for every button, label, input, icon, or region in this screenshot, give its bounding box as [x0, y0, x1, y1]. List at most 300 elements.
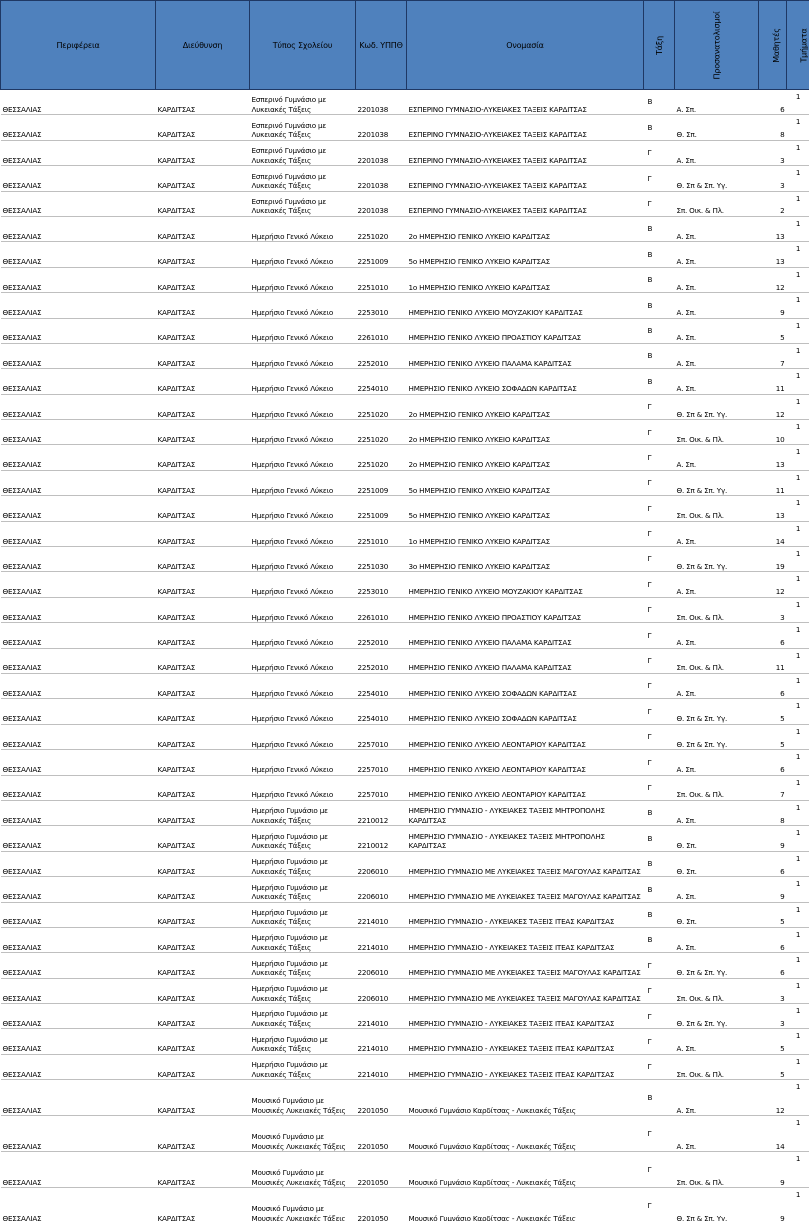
cell-name[interactable]: ΗΜΕΡΗΣΙΟ ΓΕΝΙΚΟ ΛΥΚΕΙΟ ΠΑΛΑΜΑ ΚΑΡΔΙΤΣΑΣ	[407, 343, 644, 368]
cell-name[interactable]: ΗΜΕΡΗΣΙΟ ΓΕΝΙΚΟ ΛΥΚΕΙΟ ΠΑΛΑΜΑ ΚΑΡΔΙΤΣΑΣ	[407, 623, 644, 648]
cell-orientation[interactable]: Θ. Σπ & Σπ. Υγ.	[675, 547, 759, 572]
cell-sections[interactable]: 1	[787, 293, 809, 318]
cell-students[interactable]: 6	[759, 673, 787, 698]
cell-sections[interactable]: 1	[787, 851, 809, 876]
cell-school-type[interactable]: Εσπερινό Γυμνάσιο με Λυκειακές Τάξεις	[250, 90, 356, 115]
cell-directorate[interactable]: ΚΑΡΔΙΤΣΑΣ	[156, 902, 250, 927]
cell-directorate[interactable]: ΚΑΡΔΙΤΣΑΣ	[156, 851, 250, 876]
cell-directorate[interactable]: ΚΑΡΔΙΤΣΑΣ	[156, 953, 250, 978]
cell-region[interactable]: ΘΕΣΣΑΛΙΑΣ	[1, 1080, 156, 1116]
cell-sections[interactable]: 1	[787, 724, 809, 749]
cell-school-type[interactable]: Ημερήσιο Γενικό Λύκειο	[250, 267, 356, 292]
cell-orientation[interactable]: Α. Σπ.	[675, 1029, 759, 1054]
cell-region[interactable]: ΘΕΣΣΑΛΙΑΣ	[1, 115, 156, 140]
cell-code[interactable]: 2201038	[356, 140, 407, 165]
cell-code[interactable]: 2214010	[356, 1029, 407, 1054]
cell-region[interactable]: ΘΕΣΣΑΛΙΑΣ	[1, 978, 156, 1003]
cell-orientation[interactable]: Σπ. Οικ. & Πλ.	[675, 978, 759, 1003]
cell-students[interactable]: 7	[759, 343, 787, 368]
cell-orientation[interactable]: Α. Σπ.	[675, 369, 759, 394]
cell-directorate[interactable]: ΚΑΡΔΙΤΣΑΣ	[156, 877, 250, 902]
cell-directorate[interactable]: ΚΑΡΔΙΤΣΑΣ	[156, 1004, 250, 1029]
cell-school-type[interactable]: Ημερήσιο Γυμνάσιο με Λυκειακές Τάξεις	[250, 877, 356, 902]
cell-directorate[interactable]: ΚΑΡΔΙΤΣΑΣ	[156, 216, 250, 241]
cell-sections[interactable]: 1	[787, 877, 809, 902]
cell-orientation[interactable]: Α. Σπ.	[675, 293, 759, 318]
cell-class[interactable]: Β	[644, 216, 675, 241]
cell-directorate[interactable]: ΚΑΡΔΙΤΣΑΣ	[156, 267, 250, 292]
cell-region[interactable]: ΘΕΣΣΑΛΙΑΣ	[1, 1152, 156, 1188]
cell-code[interactable]: 2201050	[356, 1152, 407, 1188]
cell-orientation[interactable]: Α. Σπ.	[675, 800, 759, 825]
header-code[interactable]: Κωδ. ΥΠΠΘ	[356, 1, 407, 90]
cell-class[interactable]: Γ	[644, 673, 675, 698]
cell-orientation[interactable]: Θ. Σπ & Σπ. Υγ.	[675, 1004, 759, 1029]
cell-orientation[interactable]: Σπ. Οικ. & Πλ.	[675, 1054, 759, 1079]
header-school-type[interactable]: Τύπος Σχολείου	[250, 1, 356, 90]
cell-orientation[interactable]: Α. Σπ.	[675, 445, 759, 470]
cell-code[interactable]: 2251020	[356, 394, 407, 419]
cell-orientation[interactable]: Α. Σπ.	[675, 140, 759, 165]
cell-region[interactable]: ΘΕΣΣΑΛΙΑΣ	[1, 699, 156, 724]
cell-class[interactable]: Γ	[644, 496, 675, 521]
cell-name[interactable]: 1ο ΗΜΕΡΗΣΙΟ ΓΕΝΙΚΟ ΛΥΚΕΙΟ ΚΑΡΔΙΤΣΑΣ	[407, 521, 644, 546]
cell-school-type[interactable]: Εσπερινό Γυμνάσιο με Λυκειακές Τάξεις	[250, 140, 356, 165]
cell-school-type[interactable]: Ημερήσιο Γενικό Λύκειο	[250, 470, 356, 495]
cell-class[interactable]: Γ	[644, 1029, 675, 1054]
cell-orientation[interactable]: Α. Σπ.	[675, 343, 759, 368]
cell-sections[interactable]: 1	[787, 826, 809, 851]
cell-class[interactable]: Β	[644, 851, 675, 876]
cell-directorate[interactable]: ΚΑΡΔΙΤΣΑΣ	[156, 673, 250, 698]
cell-students[interactable]: 9	[759, 826, 787, 851]
cell-school-type[interactable]: Ημερήσιο Γενικό Λύκειο	[250, 547, 356, 572]
cell-directorate[interactable]: ΚΑΡΔΙΤΣΑΣ	[156, 1188, 250, 1221]
cell-school-type[interactable]: Ημερήσιο Γυμνάσιο με Λυκειακές Τάξεις	[250, 851, 356, 876]
cell-name[interactable]: 5ο ΗΜΕΡΗΣΙΟ ΓΕΝΙΚΟ ΛΥΚΕΙΟ ΚΑΡΔΙΤΣΑΣ	[407, 470, 644, 495]
cell-code[interactable]: 2252010	[356, 623, 407, 648]
cell-directorate[interactable]: ΚΑΡΔΙΤΣΑΣ	[156, 572, 250, 597]
cell-sections[interactable]: 1	[787, 547, 809, 572]
cell-students[interactable]: 9	[759, 293, 787, 318]
cell-sections[interactable]: 1	[787, 216, 809, 241]
cell-region[interactable]: ΘΕΣΣΑΛΙΑΣ	[1, 724, 156, 749]
cell-orientation[interactable]: Θ. Σπ & Σπ. Υγ.	[675, 699, 759, 724]
cell-orientation[interactable]: Α. Σπ.	[675, 1116, 759, 1152]
cell-name[interactable]: 2ο ΗΜΕΡΗΣΙΟ ΓΕΝΙΚΟ ΛΥΚΕΙΟ ΚΑΡΔΙΤΣΑΣ	[407, 445, 644, 470]
cell-region[interactable]: ΘΕΣΣΑΛΙΑΣ	[1, 242, 156, 267]
cell-directorate[interactable]: ΚΑΡΔΙΤΣΑΣ	[156, 1116, 250, 1152]
cell-class[interactable]: Γ	[644, 572, 675, 597]
cell-orientation[interactable]: Α. Σπ.	[675, 1080, 759, 1116]
cell-directorate[interactable]: ΚΑΡΔΙΤΣΑΣ	[156, 470, 250, 495]
header-region[interactable]: Περιφέρεια	[1, 1, 156, 90]
cell-sections[interactable]: 1	[787, 166, 809, 191]
cell-code[interactable]: 2257010	[356, 775, 407, 800]
header-sections[interactable]: Τμήματα	[787, 1, 809, 90]
cell-region[interactable]: ΘΕΣΣΑΛΙΑΣ	[1, 953, 156, 978]
cell-students[interactable]: 3	[759, 597, 787, 622]
cell-class[interactable]: Β	[644, 369, 675, 394]
cell-school-type[interactable]: Ημερήσιο Γυμνάσιο με Λυκειακές Τάξεις	[250, 1004, 356, 1029]
cell-code[interactable]: 2254010	[356, 369, 407, 394]
cell-sections[interactable]: 1	[787, 242, 809, 267]
cell-students[interactable]: 13	[759, 496, 787, 521]
cell-class[interactable]: Β	[644, 927, 675, 952]
cell-sections[interactable]: 1	[787, 927, 809, 952]
cell-class[interactable]: Γ	[644, 750, 675, 775]
cell-code[interactable]: 2201050	[356, 1188, 407, 1221]
cell-name[interactable]: 1ο ΗΜΕΡΗΣΙΟ ΓΕΝΙΚΟ ΛΥΚΕΙΟ ΚΑΡΔΙΤΣΑΣ	[407, 267, 644, 292]
cell-school-type[interactable]: Ημερήσιο Γενικό Λύκειο	[250, 775, 356, 800]
cell-students[interactable]: 19	[759, 547, 787, 572]
cell-directorate[interactable]: ΚΑΡΔΙΤΣΑΣ	[156, 800, 250, 825]
cell-school-type[interactable]: Ημερήσιο Γυμνάσιο με Λυκειακές Τάξεις	[250, 800, 356, 825]
cell-school-type[interactable]: Μουσικό Γυμνάσιο με Μουσικές Λυκειακές Τάξεις	[250, 1080, 356, 1116]
cell-directorate[interactable]: ΚΑΡΔΙΤΣΑΣ	[156, 445, 250, 470]
cell-school-type[interactable]: Ημερήσιο Γενικό Λύκειο	[250, 445, 356, 470]
cell-students[interactable]: 14	[759, 521, 787, 546]
cell-class[interactable]: Γ	[644, 445, 675, 470]
cell-orientation[interactable]: Θ. Σπ.	[675, 851, 759, 876]
cell-code[interactable]: 2253010	[356, 572, 407, 597]
cell-class[interactable]: Γ	[644, 191, 675, 216]
cell-code[interactable]: 2251030	[356, 547, 407, 572]
cell-class[interactable]: Γ	[644, 978, 675, 1003]
cell-orientation[interactable]: Α. Σπ.	[675, 216, 759, 241]
cell-students[interactable]: 12	[759, 267, 787, 292]
cell-class[interactable]: Γ	[644, 597, 675, 622]
cell-school-type[interactable]: Ημερήσιο Γενικό Λύκειο	[250, 496, 356, 521]
cell-sections[interactable]: 1	[787, 978, 809, 1003]
cell-name[interactable]: ΗΜΕΡΗΣΙΟ ΓΕΝΙΚΟ ΛΥΚΕΙΟ ΜΟΥΖΑΚΙΟΥ ΚΑΡΔΙΤΣΑΣ	[407, 293, 644, 318]
cell-class[interactable]: Γ	[644, 1116, 675, 1152]
cell-class[interactable]: Γ	[644, 470, 675, 495]
cell-sections[interactable]: 1	[787, 369, 809, 394]
cell-class[interactable]: Γ	[644, 521, 675, 546]
cell-region[interactable]: ΘΕΣΣΑΛΙΑΣ	[1, 445, 156, 470]
cell-region[interactable]: ΘΕΣΣΑΛΙΑΣ	[1, 851, 156, 876]
cell-orientation[interactable]: Σπ. Οικ. & Πλ.	[675, 496, 759, 521]
cell-students[interactable]: 13	[759, 242, 787, 267]
cell-orientation[interactable]: Θ. Σπ & Σπ. Υγ.	[675, 1188, 759, 1221]
cell-class[interactable]: Γ	[644, 420, 675, 445]
cell-sections[interactable]: 1	[787, 1152, 809, 1188]
cell-name[interactable]: ΗΜΕΡΗΣΙΟ ΓΕΝΙΚΟ ΛΥΚΕΙΟ ΜΟΥΖΑΚΙΟΥ ΚΑΡΔΙΤΣΑΣ	[407, 572, 644, 597]
cell-code[interactable]: 2257010	[356, 724, 407, 749]
cell-name[interactable]: ΗΜΕΡΗΣΙΟ ΓΕΝΙΚΟ ΛΥΚΕΙΟ ΣΟΦΑΔΩΝ ΚΑΡΔΙΤΣΑΣ	[407, 673, 644, 698]
cell-directorate[interactable]: ΚΑΡΔΙΤΣΑΣ	[156, 115, 250, 140]
cell-school-type[interactable]: Ημερήσιο Γυμνάσιο με Λυκειακές Τάξεις	[250, 1054, 356, 1079]
cell-students[interactable]: 5	[759, 699, 787, 724]
cell-region[interactable]: ΘΕΣΣΑΛΙΑΣ	[1, 1029, 156, 1054]
cell-students[interactable]: 3	[759, 140, 787, 165]
cell-orientation[interactable]: Σπ. Οικ. & Πλ.	[675, 648, 759, 673]
cell-school-type[interactable]: Ημερήσιο Γενικό Λύκειο	[250, 521, 356, 546]
cell-class[interactable]: Γ	[644, 166, 675, 191]
cell-orientation[interactable]: Α. Σπ.	[675, 673, 759, 698]
cell-region[interactable]: ΘΕΣΣΑΛΙΑΣ	[1, 877, 156, 902]
cell-students[interactable]: 11	[759, 648, 787, 673]
cell-sections[interactable]: 1	[787, 521, 809, 546]
cell-school-type[interactable]: Ημερήσιο Γενικό Λύκειο	[250, 724, 356, 749]
cell-class[interactable]: Γ	[644, 140, 675, 165]
header-students[interactable]: Μαθητές	[759, 1, 787, 90]
cell-sections[interactable]: 1	[787, 420, 809, 445]
cell-students[interactable]: 11	[759, 470, 787, 495]
cell-region[interactable]: ΘΕΣΣΑΛΙΑΣ	[1, 902, 156, 927]
cell-school-type[interactable]: Ημερήσιο Γενικό Λύκειο	[250, 648, 356, 673]
cell-sections[interactable]: 1	[787, 648, 809, 673]
cell-students[interactable]: 8	[759, 115, 787, 140]
cell-directorate[interactable]: ΚΑΡΔΙΤΣΑΣ	[156, 420, 250, 445]
cell-orientation[interactable]: Σπ. Οικ. & Πλ.	[675, 420, 759, 445]
cell-code[interactable]: 2210012	[356, 800, 407, 825]
cell-directorate[interactable]: ΚΑΡΔΙΤΣΑΣ	[156, 191, 250, 216]
cell-students[interactable]: 9	[759, 1188, 787, 1221]
cell-directorate[interactable]: ΚΑΡΔΙΤΣΑΣ	[156, 648, 250, 673]
cell-students[interactable]: 14	[759, 1116, 787, 1152]
cell-orientation[interactable]: Θ. Σπ & Σπ. Υγ.	[675, 953, 759, 978]
cell-students[interactable]: 5	[759, 318, 787, 343]
cell-directorate[interactable]: ΚΑΡΔΙΤΣΑΣ	[156, 547, 250, 572]
cell-region[interactable]: ΘΕΣΣΑΛΙΑΣ	[1, 191, 156, 216]
cell-directorate[interactable]: ΚΑΡΔΙΤΣΑΣ	[156, 242, 250, 267]
cell-orientation[interactable]: Α. Σπ.	[675, 267, 759, 292]
cell-orientation[interactable]: Θ. Σπ & Σπ. Υγ.	[675, 724, 759, 749]
cell-directorate[interactable]: ΚΑΡΔΙΤΣΑΣ	[156, 369, 250, 394]
cell-code[interactable]: 2251009	[356, 496, 407, 521]
cell-code[interactable]: 2206010	[356, 978, 407, 1003]
cell-region[interactable]: ΘΕΣΣΑΛΙΑΣ	[1, 470, 156, 495]
cell-sections[interactable]: 1	[787, 267, 809, 292]
cell-school-type[interactable]: Ημερήσιο Γενικό Λύκειο	[250, 673, 356, 698]
cell-sections[interactable]: 1	[787, 953, 809, 978]
cell-name[interactable]: ΗΜΕΡΗΣΙΟ ΓΕΝΙΚΟ ΛΥΚΕΙΟ ΠΡΟΑΣΤΙΟΥ ΚΑΡΔΙΤΣΑΣ	[407, 597, 644, 622]
cell-name[interactable]: ΕΣΠΕΡΙΝΟ ΓΥΜΝΑΣΙΟ-ΛΥΚΕΙΑΚΕΣ ΤΑΞΕΙΣ ΚΑΡΔΙΤΣΑΣ	[407, 140, 644, 165]
cell-students[interactable]: 9	[759, 877, 787, 902]
cell-orientation[interactable]: Α. Σπ.	[675, 877, 759, 902]
cell-name[interactable]: Μουσικό Γυμνάσιο Καρδίτσας - Λυκειακές Τάξεις	[407, 1116, 644, 1152]
cell-directorate[interactable]: ΚΑΡΔΙΤΣΑΣ	[156, 318, 250, 343]
cell-class[interactable]: Γ	[644, 1004, 675, 1029]
cell-code[interactable]: 2201050	[356, 1080, 407, 1116]
cell-sections[interactable]: 1	[787, 800, 809, 825]
cell-students[interactable]: 3	[759, 166, 787, 191]
cell-name[interactable]: Μουσικό Γυμνάσιο Καρδίτσας - Λυκειακές Τάξεις	[407, 1080, 644, 1116]
cell-name[interactable]: ΕΣΠΕΡΙΝΟ ΓΥΜΝΑΣΙΟ-ΛΥΚΕΙΑΚΕΣ ΤΑΞΕΙΣ ΚΑΡΔΙΤΣΑΣ	[407, 115, 644, 140]
cell-class[interactable]: Γ	[644, 1054, 675, 1079]
cell-code[interactable]: 2214010	[356, 1054, 407, 1079]
cell-class[interactable]: Β	[644, 242, 675, 267]
cell-students[interactable]: 11	[759, 369, 787, 394]
cell-orientation[interactable]: Σπ. Οικ. & Πλ.	[675, 191, 759, 216]
cell-sections[interactable]: 1	[787, 191, 809, 216]
cell-students[interactable]: 5	[759, 724, 787, 749]
cell-region[interactable]: ΘΕΣΣΑΛΙΑΣ	[1, 420, 156, 445]
cell-school-type[interactable]: Ημερήσιο Γενικό Λύκειο	[250, 242, 356, 267]
cell-directorate[interactable]: ΚΑΡΔΙΤΣΑΣ	[156, 90, 250, 115]
cell-directorate[interactable]: ΚΑΡΔΙΤΣΑΣ	[156, 293, 250, 318]
cell-region[interactable]: ΘΕΣΣΑΛΙΑΣ	[1, 140, 156, 165]
cell-region[interactable]: ΘΕΣΣΑΛΙΑΣ	[1, 623, 156, 648]
cell-code[interactable]: 2206010	[356, 953, 407, 978]
cell-students[interactable]: 6	[759, 750, 787, 775]
cell-students[interactable]: 5	[759, 902, 787, 927]
cell-class[interactable]: Β	[644, 267, 675, 292]
cell-code[interactable]: 2214010	[356, 1004, 407, 1029]
cell-orientation[interactable]: Α. Σπ.	[675, 927, 759, 952]
cell-name[interactable]: 5ο ΗΜΕΡΗΣΙΟ ΓΕΝΙΚΟ ΛΥΚΕΙΟ ΚΑΡΔΙΤΣΑΣ	[407, 496, 644, 521]
cell-school-type[interactable]: Ημερήσιο Γενικό Λύκειο	[250, 597, 356, 622]
cell-name[interactable]: ΗΜΕΡΗΣΙΟ ΓΥΜΝΑΣΙΟ ΜΕ ΛΥΚΕΙΑΚΕΣ ΤΑΞΕΙΣ ΜΑΓΟΥΛΑΣ ΚΑΡΔΙΤΣΑΣ	[407, 851, 644, 876]
cell-name[interactable]: ΗΜΕΡΗΣΙΟ ΓΕΝΙΚΟ ΛΥΚΕΙΟ ΛΕΟΝΤΑΡΙΟΥ ΚΑΡΔΙΤΣΑΣ	[407, 724, 644, 749]
cell-orientation[interactable]: Θ. Σπ & Σπ. Υγ.	[675, 394, 759, 419]
cell-students[interactable]: 13	[759, 445, 787, 470]
cell-orientation[interactable]: Α. Σπ.	[675, 242, 759, 267]
cell-sections[interactable]: 1	[787, 699, 809, 724]
cell-sections[interactable]: 1	[787, 1080, 809, 1116]
cell-directorate[interactable]: ΚΑΡΔΙΤΣΑΣ	[156, 724, 250, 749]
cell-students[interactable]: 10	[759, 420, 787, 445]
cell-orientation[interactable]: Σπ. Οικ. & Πλ.	[675, 1152, 759, 1188]
cell-orientation[interactable]: Σπ. Οικ. & Πλ.	[675, 775, 759, 800]
cell-region[interactable]: ΘΕΣΣΑΛΙΑΣ	[1, 927, 156, 952]
cell-class[interactable]: Β	[644, 800, 675, 825]
cell-name[interactable]: ΗΜΕΡΗΣΙΟ ΓΕΝΙΚΟ ΛΥΚΕΙΟ ΣΟΦΑΔΩΝ ΚΑΡΔΙΤΣΑΣ	[407, 699, 644, 724]
cell-directorate[interactable]: ΚΑΡΔΙΤΣΑΣ	[156, 140, 250, 165]
cell-name[interactable]: ΗΜΕΡΗΣΙΟ ΓΥΜΝΑΣΙΟ ΜΕ ΛΥΚΕΙΑΚΕΣ ΤΑΞΕΙΣ ΜΑΓΟΥΛΑΣ ΚΑΡΔΙΤΣΑΣ	[407, 953, 644, 978]
cell-name[interactable]: ΗΜΕΡΗΣΙΟ ΓΥΜΝΑΣΙΟ - ΛΥΚΕΙΑΚΕΣ ΤΑΞΕΙΣ ΙΤΕΑΣ ΚΑΡΔΙΤΣΑΣ	[407, 1004, 644, 1029]
cell-directorate[interactable]: ΚΑΡΔΙΤΣΑΣ	[156, 394, 250, 419]
cell-class[interactable]: Β	[644, 1080, 675, 1116]
cell-code[interactable]: 2201038	[356, 166, 407, 191]
cell-code[interactable]: 2214010	[356, 927, 407, 952]
cell-code[interactable]: 2253010	[356, 293, 407, 318]
cell-region[interactable]: ΘΕΣΣΑΛΙΑΣ	[1, 166, 156, 191]
cell-orientation[interactable]: Α. Σπ.	[675, 318, 759, 343]
cell-students[interactable]: 8	[759, 800, 787, 825]
cell-students[interactable]: 9	[759, 1152, 787, 1188]
cell-code[interactable]: 2252010	[356, 343, 407, 368]
cell-sections[interactable]: 1	[787, 750, 809, 775]
cell-school-type[interactable]: Ημερήσιο Γυμνάσιο με Λυκειακές Τάξεις	[250, 927, 356, 952]
cell-name[interactable]: ΕΣΠΕΡΙΝΟ ΓΥΜΝΑΣΙΟ-ΛΥΚΕΙΑΚΕΣ ΤΑΞΕΙΣ ΚΑΡΔΙΤΣΑΣ	[407, 90, 644, 115]
cell-name[interactable]: Μουσικό Γυμνάσιο Καρδίτσας - Λυκειακές Τάξεις	[407, 1188, 644, 1221]
cell-code[interactable]: 2261010	[356, 597, 407, 622]
cell-directorate[interactable]: ΚΑΡΔΙΤΣΑΣ	[156, 699, 250, 724]
cell-school-type[interactable]: Μουσικό Γυμνάσιο με Μουσικές Λυκειακές Τάξεις	[250, 1152, 356, 1188]
cell-sections[interactable]: 1	[787, 394, 809, 419]
cell-code[interactable]: 2251009	[356, 470, 407, 495]
header-class[interactable]: Τάξη	[644, 1, 675, 90]
cell-students[interactable]: 6	[759, 953, 787, 978]
cell-name[interactable]: 2ο ΗΜΕΡΗΣΙΟ ΓΕΝΙΚΟ ΛΥΚΕΙΟ ΚΑΡΔΙΤΣΑΣ	[407, 420, 644, 445]
cell-code[interactable]: 2201038	[356, 90, 407, 115]
cell-class[interactable]: Γ	[644, 1152, 675, 1188]
cell-sections[interactable]: 1	[787, 1116, 809, 1152]
cell-region[interactable]: ΘΕΣΣΑΛΙΑΣ	[1, 597, 156, 622]
cell-code[interactable]: 2251010	[356, 267, 407, 292]
cell-code[interactable]: 2254010	[356, 673, 407, 698]
cell-students[interactable]: 6	[759, 927, 787, 952]
cell-name[interactable]: ΗΜΕΡΗΣΙΟ ΓΕΝΙΚΟ ΛΥΚΕΙΟ ΣΟΦΑΔΩΝ ΚΑΡΔΙΤΣΑΣ	[407, 369, 644, 394]
cell-code[interactable]: 2201050	[356, 1116, 407, 1152]
cell-code[interactable]: 2251009	[356, 242, 407, 267]
cell-code[interactable]: 2251020	[356, 445, 407, 470]
cell-region[interactable]: ΘΕΣΣΑΛΙΑΣ	[1, 572, 156, 597]
cell-region[interactable]: ΘΕΣΣΑΛΙΑΣ	[1, 750, 156, 775]
cell-directorate[interactable]: ΚΑΡΔΙΤΣΑΣ	[156, 623, 250, 648]
cell-code[interactable]: 2257010	[356, 750, 407, 775]
cell-name[interactable]: ΗΜΕΡΗΣΙΟ ΓΕΝΙΚΟ ΛΥΚΕΙΟ ΠΑΛΑΜΑ ΚΑΡΔΙΤΣΑΣ	[407, 648, 644, 673]
cell-directorate[interactable]: ΚΑΡΔΙΤΣΑΣ	[156, 166, 250, 191]
cell-name[interactable]: 2ο ΗΜΕΡΗΣΙΟ ΓΕΝΙΚΟ ΛΥΚΕΙΟ ΚΑΡΔΙΤΣΑΣ	[407, 216, 644, 241]
cell-school-type[interactable]: Ημερήσιο Γενικό Λύκειο	[250, 623, 356, 648]
cell-students[interactable]: 12	[759, 394, 787, 419]
cell-directorate[interactable]: ΚΑΡΔΙΤΣΑΣ	[156, 1029, 250, 1054]
cell-directorate[interactable]: ΚΑΡΔΙΤΣΑΣ	[156, 521, 250, 546]
cell-students[interactable]: 7	[759, 775, 787, 800]
cell-class[interactable]: Γ	[644, 547, 675, 572]
cell-sections[interactable]: 1	[787, 1054, 809, 1079]
cell-name[interactable]: ΗΜΕΡΗΣΙΟ ΓΥΜΝΑΣΙΟ - ΛΥΚΕΙΑΚΕΣ ΤΑΞΕΙΣ ΙΤΕΑΣ ΚΑΡΔΙΤΣΑΣ	[407, 1054, 644, 1079]
cell-class[interactable]: Β	[644, 826, 675, 851]
cell-orientation[interactable]: Θ. Σπ.	[675, 826, 759, 851]
cell-code[interactable]: 2206010	[356, 877, 407, 902]
cell-sections[interactable]: 1	[787, 343, 809, 368]
cell-school-type[interactable]: Ημερήσιο Γυμνάσιο με Λυκειακές Τάξεις	[250, 978, 356, 1003]
cell-name[interactable]: ΕΣΠΕΡΙΝΟ ΓΥΜΝΑΣΙΟ-ΛΥΚΕΙΑΚΕΣ ΤΑΞΕΙΣ ΚΑΡΔΙΤΣΑΣ	[407, 191, 644, 216]
cell-school-type[interactable]: Ημερήσιο Γυμνάσιο με Λυκειακές Τάξεις	[250, 902, 356, 927]
cell-directorate[interactable]: ΚΑΡΔΙΤΣΑΣ	[156, 1152, 250, 1188]
cell-school-type[interactable]: Ημερήσιο Γενικό Λύκειο	[250, 216, 356, 241]
cell-students[interactable]: 3	[759, 978, 787, 1003]
cell-name[interactable]: ΗΜΕΡΗΣΙΟ ΓΥΜΝΑΣΙΟ - ΛΥΚΕΙΑΚΕΣ ΤΑΞΕΙΣ ΜΗΤΡΟΠΟΛΗΣ ΚΑΡΔΙΤΣΑΣ	[407, 826, 644, 851]
cell-sections[interactable]: 1	[787, 140, 809, 165]
cell-region[interactable]: ΘΕΣΣΑΛΙΑΣ	[1, 800, 156, 825]
cell-name[interactable]: ΗΜΕΡΗΣΙΟ ΓΥΜΝΑΣΙΟ ΜΕ ΛΥΚΕΙΑΚΕΣ ΤΑΞΕΙΣ ΜΑΓΟΥΛΑΣ ΚΑΡΔΙΤΣΑΣ	[407, 978, 644, 1003]
cell-school-type[interactable]: Ημερήσιο Γενικό Λύκειο	[250, 318, 356, 343]
cell-school-type[interactable]: Εσπερινό Γυμνάσιο με Λυκειακές Τάξεις	[250, 166, 356, 191]
cell-students[interactable]: 6	[759, 623, 787, 648]
cell-school-type[interactable]: Ημερήσιο Γυμνάσιο με Λυκειακές Τάξεις	[250, 1029, 356, 1054]
cell-region[interactable]: ΘΕΣΣΑΛΙΑΣ	[1, 547, 156, 572]
cell-sections[interactable]: 1	[787, 1188, 809, 1221]
cell-class[interactable]: Γ	[644, 775, 675, 800]
cell-class[interactable]: Γ	[644, 623, 675, 648]
cell-code[interactable]: 2252010	[356, 648, 407, 673]
cell-school-type[interactable]: Ημερήσιο Γενικό Λύκειο	[250, 572, 356, 597]
cell-students[interactable]: 12	[759, 572, 787, 597]
cell-class[interactable]: Γ	[644, 953, 675, 978]
cell-directorate[interactable]: ΚΑΡΔΙΤΣΑΣ	[156, 1054, 250, 1079]
cell-sections[interactable]: 1	[787, 623, 809, 648]
cell-orientation[interactable]: Α. Σπ.	[675, 572, 759, 597]
cell-school-type[interactable]: Ημερήσιο Γενικό Λύκειο	[250, 699, 356, 724]
cell-class[interactable]: Β	[644, 115, 675, 140]
header-directorate[interactable]: Διεύθυνση	[156, 1, 250, 90]
cell-name[interactable]: ΗΜΕΡΗΣΙΟ ΓΥΜΝΑΣΙΟ - ΛΥΚΕΙΑΚΕΣ ΤΑΞΕΙΣ ΙΤΕΑΣ ΚΑΡΔΙΤΣΑΣ	[407, 902, 644, 927]
cell-school-type[interactable]: Ημερήσιο Γενικό Λύκειο	[250, 420, 356, 445]
cell-students[interactable]: 5	[759, 1029, 787, 1054]
cell-region[interactable]: ΘΕΣΣΑΛΙΑΣ	[1, 267, 156, 292]
cell-sections[interactable]: 1	[787, 673, 809, 698]
cell-orientation[interactable]: Α. Σπ.	[675, 623, 759, 648]
cell-region[interactable]: ΘΕΣΣΑΛΙΑΣ	[1, 496, 156, 521]
cell-class[interactable]: Γ	[644, 648, 675, 673]
cell-name[interactable]: ΕΣΠΕΡΙΝΟ ΓΥΜΝΑΣΙΟ-ΛΥΚΕΙΑΚΕΣ ΤΑΞΕΙΣ ΚΑΡΔΙΤΣΑΣ	[407, 166, 644, 191]
